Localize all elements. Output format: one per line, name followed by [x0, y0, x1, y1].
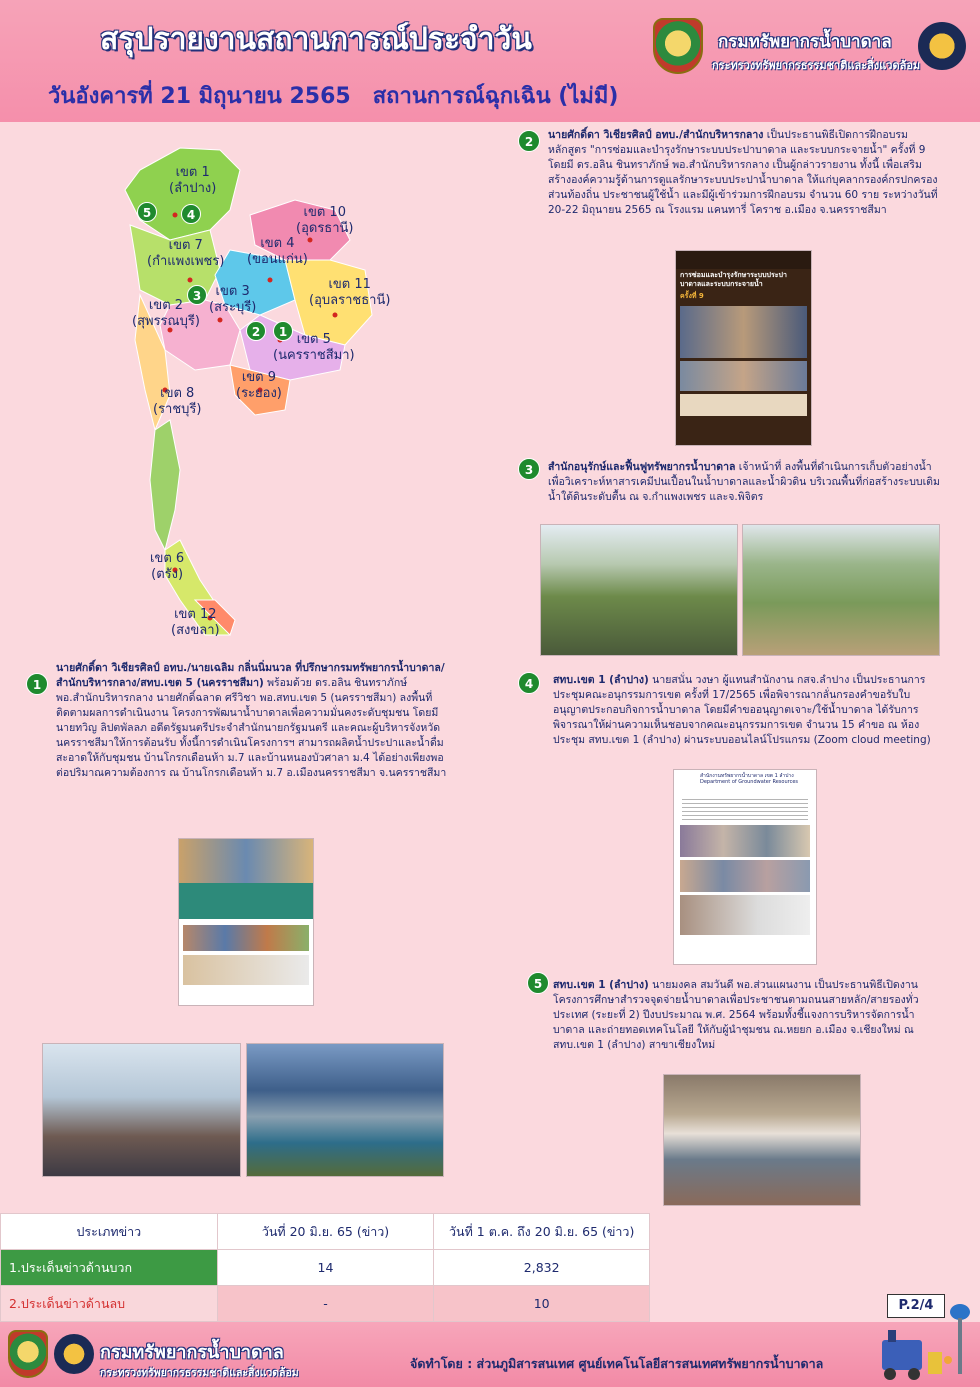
map-news-marker: 1: [273, 321, 293, 341]
news-item-1: นายศักดิ์ดา วิเชียรศิลป์ อทบ./นายเฉลิม กลิ่นนิ่มนวล ที่ปรึกษากรมทรัพยากรน้ำบาดาล/สำนักบริหารกลาง/สทบ.เขต 5 (นครราชสีมา) พร้อมด้วย ดร.อลิน ชินทราภักษ์ พอ.สำนักบริหารกลาง นายศักดิ์ฉลาด ศรีวิชา พอ.สทบ.เขต 5 (นครราชสีมา) ลงพื้นที่ ติดตามผลการดำเนินงาน โครงการพัฒนาน้ำบาดาลเพื่อความมั่นคงระดับชุมชน โดยมี นายทวิญ ลิปตพัลลภ อดีตรัฐมนตรีประจำสำนักนายกรัฐมนตรี และคณะผู้บริหารจังหวัดนครราชสีมาให้การต้อนรับ ทั้งนี้การดำเนินโครงการฯ สามารถผลิตน้ำประปาและน้ำดื่มสะอาดให้กับชุมชน บ้านโกรกเดือนห้า ม.7 และบ้านหนองบัวศาลา ม.4 ได้อย่างเพียงพอต่อปริมาณความต้องการ ณ บ้านโกรกเดือนห้า ม.7 อ.เมืองนครราชสีมา จ.นครราชสีมา: [56, 662, 447, 779]
news-5-photo-group: [663, 1074, 861, 1206]
stats-header-type: ประเภทข่าว: [1, 1214, 218, 1250]
news-item-5: สทบ.เขต 1 (ลำปาง) นายมงคล สมวันดี พอ.ส่วนแผนงาน เป็นประธานพิธีเปิดงานโครงการศึกษาสำรวจจุดจ่ายน้ำบาดาลเพื่อประชาชนตามถนนสายหลัก/สายรองทั่วประเทศ (ระยะที่ 2) ปีงบประมาณ พ.ศ. 2564 พร้อมทั้งชี้แจงการบริหารจัดการน้ำบาดาล และถ่ายทอดเทคโนโลยี ให้กับผู้นำชุมชน ณ.หยยก อ.เมือง จ.เชียงใหม่ ณ สทบ.เขต 1 (ลำปาง) สาขาเชียงใหม่: [553, 979, 919, 1051]
news-item-2: นายศักดิ์ดา วิเชียรศิลป์ อทบ./สำนักบริหารกลาง เป็นประธานพิธีเปิดการฝึกอบรมหลักสูตร "การซ่อมและบำรุงรักษาระบบประปาบาดาล และระบบกระจายน้ำ" ครั้งที่ 9 โดยมี ดร.อลิน ชินทราภักษ์ พอ.สำนักบริหารกลาง เป็นผู้กล่าวรายงาน ทั้งนี้ เพื่อเสริมสร้างองค์ความรู้ด้านการดูแลรักษาระบบประปาน้ำบาดาล ให้แก่บุคลากรองค์กรปกครองส่วนท้องถิ่น ประชาชนผู้ใช้น้ำ และมีผู้เข้าร่วมการฝึกอบรม จำนวน 60 ราย ระหว่างวันที่ 20-22 มิถุนายน 2565 ณ โรงแรม แคนทารี่ โคราช อ.เมือง จ.นครราชสีมา: [548, 129, 938, 216]
map-news-marker: 2: [246, 321, 266, 341]
map-zone-label: เขต 2 (สุพรรณบุรี): [132, 298, 200, 329]
map-zone-label: เขต 7 (กำแพงเพชร): [147, 238, 225, 269]
news-1-collage-photo: [178, 838, 314, 1006]
footer-org-name: กรมทรัพยากรน้ำบาดาล: [100, 1342, 284, 1363]
footer-dgr-seal-icon: [8, 1330, 48, 1378]
news-2-training-poster: [675, 250, 812, 446]
header-org-name: กรมทรัพยากรน้ำบาดาล: [718, 32, 892, 52]
news-item-4: สทบ.เขต 1 (ลำปาง) นายสนั่น วงษา ผู้แทนสำนักงาน กสจ.ลำปาง เป็นประธานการประชุมคณะอนุกรรมการเขต ครั้งที่ 17/2565 เพื่อพิจารณากลั่นกรองคำขอรับใบอนุญาตประกอบกิจการน้ำบาดาล โดยมีคำขออนุญาตเจาะ/ใช้น้ำบาดาล ได้รับการพิจารณาให้ผ่านความเห็นชอบจากคณะอนุกรรมการเขต จำนวน 15 คำขอ ณ ห้องประชุม สทบ.เขต 1 (ลำปาง) ผ่านระบบออนไลน์โปรแกรม (Zoom cloud meeting): [553, 674, 931, 746]
news-4-meeting-letter: [673, 769, 817, 965]
stats-day-count: 14: [217, 1250, 434, 1286]
map-zone-label: เขต 9 (ระยอง): [236, 370, 282, 401]
footer-credit: จัดทำโดย : ส่วนภูมิสารสนเทศ ศูนย์เทคโนโลยีสารสนเทศทรัพยากรน้ำบาดาล: [410, 1356, 824, 1371]
stats-row-label: 2.ประเด็นข่าวด้านลบ: [1, 1286, 218, 1322]
ministry-emblem-icon: [918, 22, 966, 70]
news-number-badge: 3: [518, 458, 540, 480]
news-number-badge: 4: [518, 672, 540, 694]
map-office-dot: [333, 313, 338, 318]
map-zone-label: เขต 5 (นครราชสีมา): [273, 332, 355, 363]
map-zone-label: เขต 1 (ลำปาง): [169, 165, 217, 196]
stats-total-count: 2,832: [434, 1250, 650, 1286]
stats-header-total: วันที่ 1 ต.ค. ถึง 20 มิ.ย. 65 (ข่าว): [434, 1214, 650, 1250]
map-zone-label: เขต 3 (สระบุรี): [209, 284, 257, 315]
stats-header-day: วันที่ 20 มิ.ย. 65 (ข่าว): [217, 1214, 434, 1250]
map-zone-label: เขต 4 (ขอนแก่น): [247, 236, 308, 267]
map-office-dot: [218, 318, 223, 323]
header-org-ministry: กระทรวงทรัพยากรธรรมชาติและสิ่งแวดล้อม: [712, 59, 921, 72]
stats-day-count: -: [217, 1286, 434, 1322]
map-zone-label: เขต 11 (อุบลราชธานี): [309, 277, 391, 308]
map-office-dot: [308, 238, 313, 243]
news-3-photo-canal-sampling: [540, 524, 738, 656]
page-title: สรุปรายงานสถานการณ์ประจำวัน: [100, 22, 532, 57]
news-3-photo-field-testing: [742, 524, 940, 656]
map-news-marker: 3: [187, 285, 207, 305]
news-number-badge: 2: [518, 130, 540, 152]
water-tower-drilling-rig-icon: [870, 1300, 978, 1386]
map-zone-label: เขต 8 (ราชบุรี): [153, 386, 202, 417]
map-zone-label: เขต 12 (สงขลา): [171, 607, 220, 638]
news-1-photo-greeting: [42, 1043, 241, 1177]
map-office-dot: [188, 278, 193, 283]
table-row: [1, 1286, 650, 1322]
news-item-3: สำนักอนุรักษ์และฟื้นฟูทรัพยากรน้ำบาดาล เจ้าหน้าที่ ลงพื้นที่ดำเนินการเก็บตัวอย่างน้ำเพื่อวิเคราะห์หาสารเคมีปนเปื้อนในน้ำบาดาลและน้ำผิวดิน บริเวณพื้นที่ก่อสร้างระบบเติมน้ำใต้ดินระดับตื้น ณ จ.กำแพงเพชร และจ.พิจิตร: [548, 461, 940, 503]
map-region-upper-south: [150, 420, 180, 550]
stats-row-label: 1.ประเด็นข่าวด้านบวก: [1, 1250, 218, 1286]
news-stats-table: [0, 1213, 650, 1322]
footer-org-ministry: กระทรวงทรัพยากรธรรมชาติและสิ่งแวดล้อม: [100, 1367, 299, 1379]
news-number-badge: 5: [527, 972, 549, 994]
letter-org: สำนักงานทรัพยากรน้ำบาดาล เขต 1 ลำปาง: [700, 773, 794, 779]
map-office-dot: [268, 278, 273, 283]
map-news-marker: 4: [181, 204, 201, 224]
map-news-marker: 5: [137, 202, 157, 222]
emergency-status: สถานการณ์ฉุกเฉิน (ไม่มี): [372, 84, 619, 109]
report-date: วันอังคารที่ 21 มิถุนายน 2565: [48, 84, 351, 109]
map-zone-label: เขต 6 (ตรัง): [150, 551, 185, 582]
stats-total-count: 10: [434, 1286, 650, 1322]
dgr-seal-icon: [653, 18, 703, 74]
poster-subtitle: ครั้งที่ 9: [680, 292, 704, 300]
poster-title: การซ่อมและบำรุงรักษาระบบประปาบาดาลและระบบกระจายน้ำ: [680, 271, 787, 288]
page-number: P.2/4: [887, 1294, 945, 1318]
map-office-dot: [173, 213, 178, 218]
map-zone-label: เขต 10 (อุดรธานี): [296, 205, 354, 236]
footer-ministry-emblem-icon: [54, 1334, 94, 1374]
letter-dept: Department of Groundwater Resources: [700, 779, 799, 785]
table-row: [1, 1250, 650, 1286]
news-number-badge: 1: [26, 673, 48, 695]
page-subtitle: [48, 78, 618, 113]
news-1-photo-group: [246, 1043, 444, 1177]
